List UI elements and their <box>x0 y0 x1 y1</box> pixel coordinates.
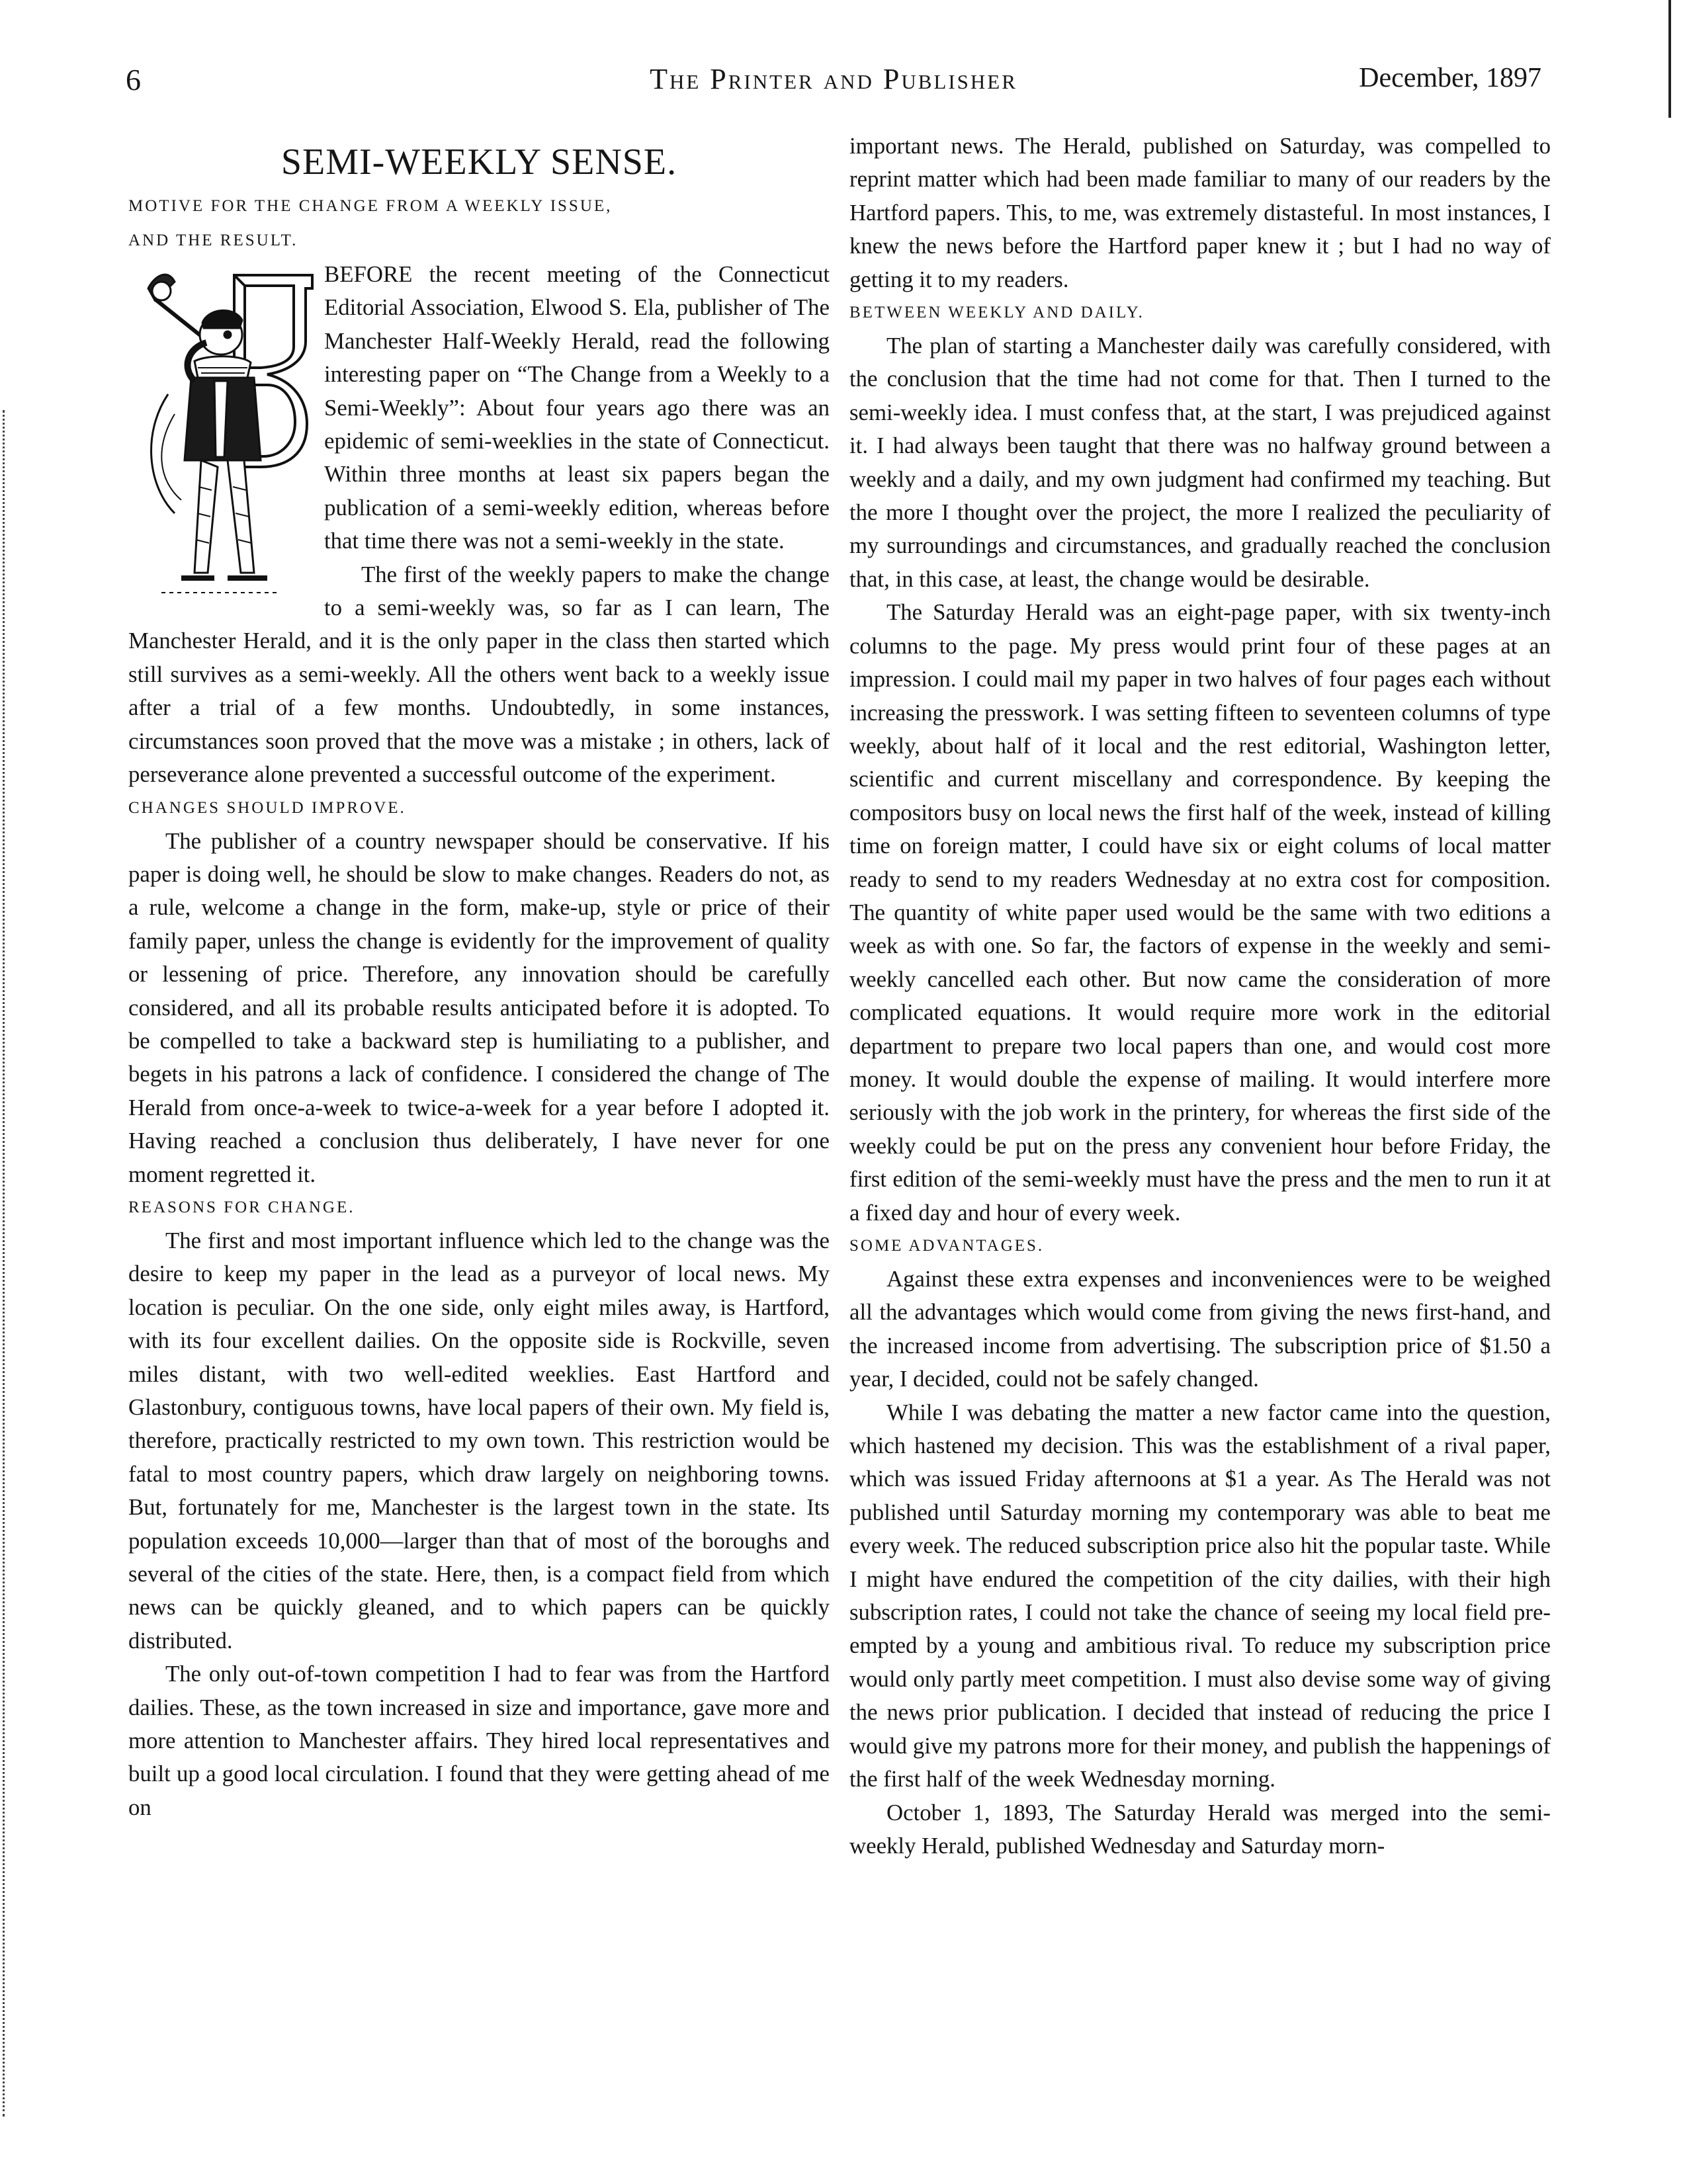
right-column <box>849 130 1551 1863</box>
binding-edge <box>3 410 7 2117</box>
left-column <box>128 130 830 1824</box>
publication-title: The Printer and Publisher <box>650 63 1017 95</box>
paragraph-october: October 1, 1893, The Saturday Herald was merged into the semi-weekly Herald, published Wednesday and Saturday morn- <box>849 1799 1551 1859</box>
page-number: 6 <box>126 63 141 97</box>
issue-date: December, 1897 <box>1359 63 1541 93</box>
paragraph-plan: The plan of starting a Manchester daily was carefully considered, with the conclusion that the time had not come for that. Then I turned to the semi-weekly idea. I must confess that, at the start, I was prejudiced against it. I had always been taught that there was no halfway ground between a weekly and a daily, and my own judgment had confirmed my teaching. But the more I thought over the project, the more I realized the peculiarity of my surroundings and circumstances, and gradually reached the conclusion that, in this case, at least, the change would be desirable. <box>849 333 1551 592</box>
subhead-some-advantages: SOME ADVANTAGES. <box>849 1237 1045 1255</box>
subhead-between-weekly-and-daily: BETWEEN WEEKLY AND DAILY. <box>849 304 1144 322</box>
article-deck-line2: AND THE RESULT. <box>128 231 298 249</box>
paragraph-continued: important news. The Herald, published on Saturday, was compelled to reprint matter which had been made familiar to many of our readers by the Hartford papers. This, to me, was extremely distasteful. In most instances, I knew the news before the Hartford paper knew it ; but I had no way of getting it to my readers. <box>849 133 1551 292</box>
page-edge-rule <box>1668 0 1671 118</box>
trumpeter-illustration <box>128 262 316 614</box>
paragraph-saturday-herald: The Saturday Herald was an eight-page paper, with six twenty-inch columns to the page. My press would print four of these pages at an impression. I could mail my paper in two halves of four pages each without increasing the presswork. I was setting fifteen to seventeen columns of type weekly, about half of it local and the rest editorial, Washington letter, scientific and current miscellany and correspondence. By keeping the compositors busy on local news the first half of the week, instead of killing time on foreign matter, I could have six or eight colums of local matter ready to send to my readers Wednesday at no extra cost for composition. The quantity of white paper used would be the same with two editions a week as with one. So far, the factors of expense in the weekly and semi-weekly cancelled each other. But now came the consideration of more complicated equations. It would require more work in the editorial department to prepare two local papers than one, and would cost more money. It would double the expense of mailing. It would interfere more seriously with the job work in the printery, for whereas the first side of the weekly could be put on the press any convenient hour before Friday, the first edition of the semi-weekly must have the press and the men to run it at a fixed day and hour of every week. <box>849 599 1551 1226</box>
paragraph-reasons: The first and most important influence which led to the change was the desire to keep my paper in the lead as a purveyor of local news. My location is peculiar. On the one side, only eight miles away, is Hartford, with its four excellent dailies. On the opposite side is Rockville, seven miles distant, with two well-edited weeklies. East Hartford and Glastonbury, contiguous towns, have local papers of their own. My field is, therefore, practically restricted to my own town. This restriction would be fatal to most country papers, which draw largely on neighboring towns. But, fortunately for me, Manchester is the largest town in the state. Its population exceeds 10,000—larger than that of most of the boroughs and several of the cities of the state. Here, then, is a compact field from which news can be quickly gleaned, and to which papers can be quickly distributed. <box>128 1227 830 1654</box>
paragraph-debating: While I was debating the matter a new factor came into the question, which hastened my decision. This was the establishment of a rival paper, which was issued Friday afternoons at $1 a year. As The Herald was not published until Saturday morning my contemporary was able to beat me every week. The reduced subscription price also hit the popular taste. While I might have endured the competition of the city dailies, with their high subscription rates, I could not take the chance of seeing my local field pre-empted by a young and ambitious rival. To reduce my subscription price would only partly meet competition. I must also devise some way of giving the news prior publication. I decided that instead of reducing the price I would give my patrons more for their money, and publish the happenings of the first half of the week Wednesday morning. <box>849 1399 1551 1792</box>
paragraph-out-of-town: The only out-of-town competition I had to fear was from the Hartford dailies. These, as the town increased in size and importance, gave more and more attention to Manchester affairs. They hired local representatives and built up a good local circulation. I found that they were getting ahead of me on <box>128 1661 830 1820</box>
paragraph-intro: BEFORE the recent meeting of the Connecticut Editorial Association, Elwood S. Ela, publisher of The Manchester Half-Weekly Herald, read the following interesting paper on “The Change from a Weekly to a Semi-Weekly”: About four years ago there was an epidemic of semi-weeklies in the state of Connecticut. Within three months at least six papers began the publication of a semi-weekly edition, whereas before that time there was not a semi-weekly in the state. <box>324 261 830 554</box>
subhead-changes-should-improve: CHANGES SHOULD IMPROVE. <box>128 798 406 817</box>
article-title: SEMI-WEEKLY SENSE. <box>280 142 677 183</box>
article-deck-line1: MOTIVE FOR THE CHANGE FROM A WEEKLY ISSUE, <box>128 197 613 215</box>
trumpeter-drop-cap-icon <box>128 262 316 614</box>
paragraph-changes: The publisher of a country newspaper should be conservative. If his paper is doing well, he should be slow to make changes. Readers do not, as a rule, welcome a change in the form, make-up, style or price of their family paper, unless the change is evidently for the improvement of quality or lessening of price. Therefore, any innovation should be carefully considered, and all its probable results anticipated before it is adopted. To be compelled to take a backward step is humiliating to a publisher, and begets in his patrons a lack of confidence. I considered the change of The Herald from once-a-week to twice-a-week for a year before I adopted it. Having reached a conclusion thus deliberately, I have never for one moment regretted it. <box>128 827 830 1187</box>
paragraph-first-change: The first of the weekly papers to make the change to a semi-weekly was, so far as I can learn, The Manchester Herald, and it is the only paper in the class then started which still survives as a semi-weekly. All the others went back to a weekly issue after a trial of a few months. Undoubtedly, in some instances, circumstances soon proved that the move was a mistake ; in others, lack of perseverance alone prevented a successful outcome of the experiment. <box>128 561 830 788</box>
paragraph-advantages: Against these extra expenses and inconveniences were to be weighed all the advantages which would come from giving the news first-hand, and the increased income from advertising. The subscription price of $1.50 a year, I decided, could not be safely changed. <box>849 1266 1551 1392</box>
subhead-reasons-for-change: REASONS FOR CHANGE. <box>128 1198 355 1216</box>
running-header <box>126 62 1541 108</box>
